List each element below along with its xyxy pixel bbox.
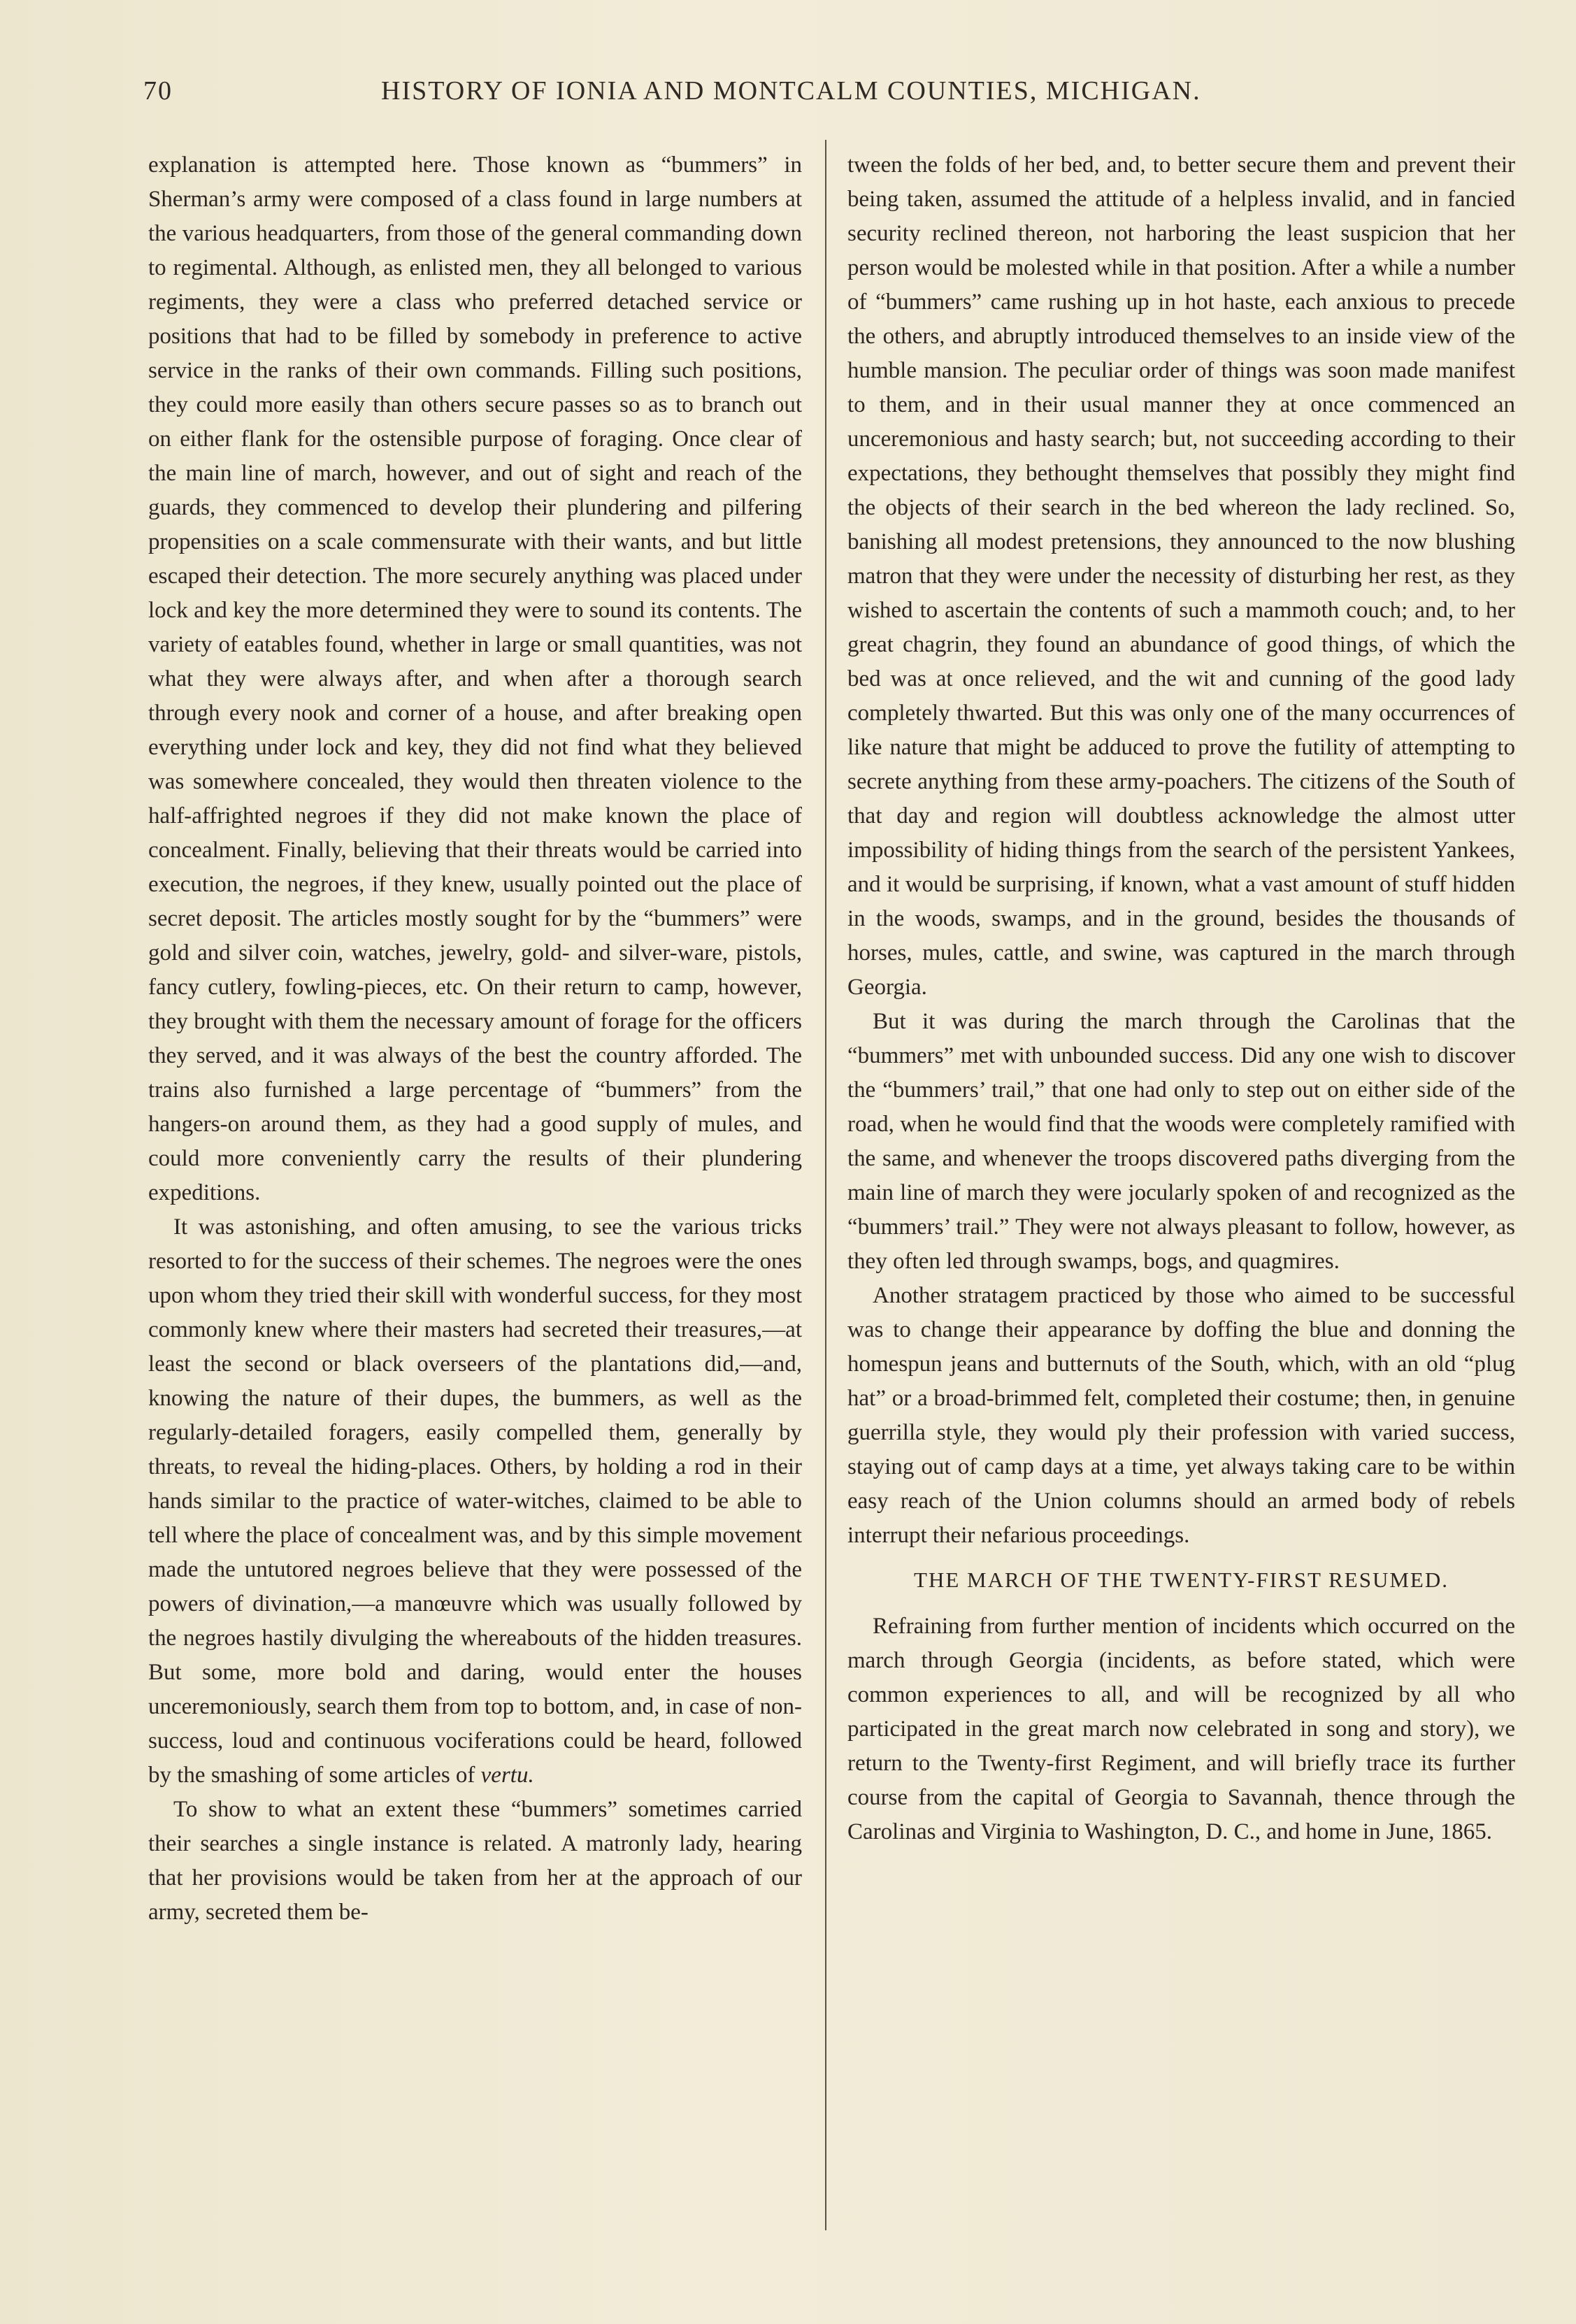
page-number: 70: [143, 76, 173, 106]
paragraph: Another stratagem practiced by those who aimed to be successful was to change their appearance by doffing the blue and donning the homespun jeans and butternuts of the South, which, with an old “plug hat” or a broad-brimmed felt, completed their costume; then, in genuine guerrilla style, they would ply their profession with varied success, staying out of camp days at a time, yet always taking care to be within easy reach of the Union columns should an armed body of rebels interrupt their nefarious proceedings.: [847, 1283, 1515, 1548]
paragraph: explanation is attempted here. Those known as “bummers” in Sherman’s army were composed of a class found in large numbers at the various headquarters, from those of the general commanding down to regimental. Although, as enlisted men, they all belonged to various regiments, they were a class who preferred detached service or positions that had to be filled by somebody in preference to active service in the ranks of their own commands. Filling such positions, they could more easily than others secure passes so as to branch out on either flank for the ostensible purpose of foraging. Once clear of the main line of march, however, and out of sight and reach of the guards, they commenced to develop their plundering and pilfering propensities on a scale commensurate with their wants, and but little escaped their detection. The more securely anything was placed under lock and key the more determined they were to sound its contents. The variety of eatables found, whether in large or small quantities, was not what they were always after, and when after a thorough search through every nook and corner of a house, and after breaking open everything under lock and key, they did not find what they believed was somewhere concealed, they would then threaten violence to the half-affrighted negroes if they did not make known the place of concealment. Finally, believing that their threats would be carried into execution, the negroes, if they knew, usually pointed out the place of secret deposit. The articles mostly sought for by the “bummers” were gold and silver coin, watches, jewelry, gold- and silver-ware, pistols, fancy cutlery, fowling-pieces, etc. On their return to camp, however, they brought with them the necessary amount of forage for the officers they served, and it was always of the best the country afforded. The trains also furnished a large percentage of “bummers” from the hangers-on around them, as they had a good supply of mules, and could more conveniently carry the results of their plundering expeditions.: [148, 152, 802, 1205]
right-column: [847, 148, 1515, 1849]
column-divider: [825, 140, 826, 2230]
running-header: [143, 76, 1290, 117]
paragraph: Refraining from further mention of incidents which occurred on the march through Georgia (incidents, as before stated, which were common experiences to all, and will be recognized by all who participated in the great march now celebrated in song and story), we return to the Twenty-first Regiment, and will briefly trace its further course from the capital of Georgia to Savannah, thence through the Carolinas and Virginia to Washington, D. C., and home in June, 1865.: [847, 1614, 1515, 1844]
paragraph: tween the folds of her bed, and, to better secure them and prevent their being taken, assumed the attitude of a helpless invalid, and in fancied security reclined thereon, not harboring the least suspicion that her person would be molested while in that position. After a while a number of “bummers” came rushing up in hot haste, each anxious to precede the others, and abruptly introduced themselves to an inside view of the humble mansion. The peculiar order of things was soon made manifest to them, and in their usual manner they at once commenced an unceremonious and hasty search; but, not succeeding according to their expectations, they bethought themselves that possibly they might find the objects of their search in the bed whereon the lady reclined. So, banishing all modest pretensions, they announced to the now blushing matron that they were under the necessity of disturbing her rest, as they wished to ascertain the contents of such a mammoth couch; and, to her great chagrin, they found an abundance of good things, of which the bed was at once relieved, and the wit and cunning of the good lady completely thwarted. But this was only one of the many occurrences of like nature that might be adduced to prove the futility of attempting to secrete anything from these army-poachers. The citizens of the South of that day and region will doubtless acknowledge the almost utter impossibility of hiding things from the search of the persistent Yankees, and it would be surprising, if known, what a vast amount of stuff hidden in the woods, swamps, and in the ground, besides the thousands of horses, mules, cattle, and swine, was captured in the march through Georgia.: [847, 152, 1515, 1000]
italic-word: vertu.: [480, 1763, 534, 1788]
paragraph: But it was during the march through the Carolinas that the “bummers” met with unbounded success. Did any one wish to discover the “bummers’ trail,” that one had only to step out on either side of the road, when he would find that the woods were completely ramified with the same, and whenever the troops discovered paths diverging from the main line of march they were jocularly spoken of and recognized as the “bummers’ trail.” They were not always pleasant to follow, however, as they often led through swamps, bogs, and quagmires.: [847, 1009, 1515, 1274]
paragraph: [148, 1210, 802, 1793]
running-title: HISTORY OF IONIA AND MONTCALM COUNTIES, MICHIGAN.: [381, 76, 1201, 106]
left-column: [148, 148, 802, 1930]
section-heading: THE MARCH OF THE TWENTY-FIRST RESUMED.: [914, 1568, 1449, 1592]
paragraph-text: It was astonishing, and often amusing, to see the various tricks resorted to for the success of their schemes. The negroes were the ones upon whom they tried their skill with wonderful success, for they most commonly knew where their masters had secreted their treasures,—at least the second or black overseers of the plantations did,—and, knowing the nature of their dupes, the bummers, as well as the regularly-detailed foragers, easily compelled them, generally by threats, to reveal the hiding-places. Others, by holding a rod in their hands similar to the practice of water-witches, claimed to be able to tell where the place of concealment was, and by this simple movement made the untutored negroes believe that they were possessed of the powers of divination,—a manœuvre which was usually followed by the negroes hastily divulging the whereabouts of the hidden treasures. But some, more bold and daring, would enter the houses unceremoniously, search them from top to bottom, and, in case of non-success, loud and continuous vociferations could be heard, followed by the smashing of some articles of: [148, 1214, 802, 1788]
paragraph: To show to what an extent these “bummers” sometimes carried their searches a single instance is related. A matronly lady, hearing that her provisions would be taken from her at the approach of our army, secreted them be-: [148, 1797, 802, 1925]
